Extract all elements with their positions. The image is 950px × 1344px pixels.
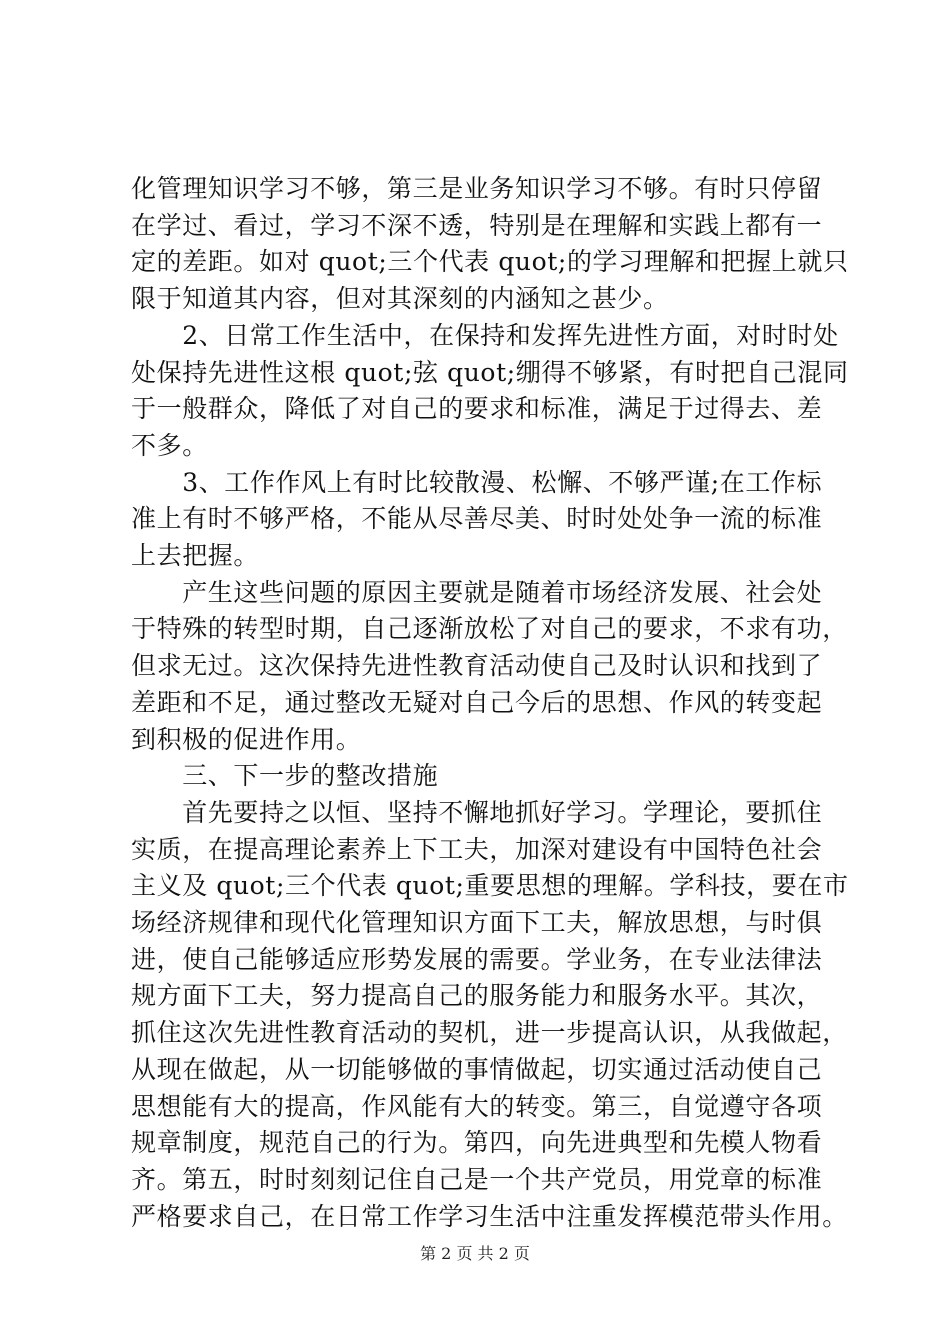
text-line: 化管理知识学习不够，第三是业务知识学习不够。有时只停留 bbox=[131, 174, 823, 203]
text-line: 定的差距。如对 quot;三个代表 quot;的学习理解和把握上就只 bbox=[131, 247, 849, 277]
text-line: 处保持先进性这根 quot;弦 quot;绷得不够紧，有时把自己混同 bbox=[131, 357, 849, 387]
text-line: 严格要求自己，在日常工作学习生活中注重发挥模范带头作用。 bbox=[131, 1201, 848, 1231]
text-line: 2、日常工作生活中，在保持和发挥先进性方面，对时时处 bbox=[131, 320, 839, 350]
text-line: 限于知道其内容，但对其深刻的内涵知之甚少。 bbox=[131, 284, 669, 314]
page-footer: 第 2 页 共 2 页 bbox=[420, 1244, 530, 1263]
text-line: 进，使自己能够适应形势发展的需要。学业务，在专业法律法 bbox=[131, 944, 823, 974]
text-line: 场经济规律和现代化管理知识方面下工夫，解放思想，与时俱 bbox=[131, 908, 823, 938]
text-line: 首先要持之以恒、坚持不懈地抓好学习。学理论，要抓住 bbox=[131, 797, 823, 827]
text-line: 抓住这次先进性教育活动的契机，进一步提高认识，从我做起， bbox=[131, 1018, 848, 1048]
text-line: 规章制度，规范自己的行为。第四，向先进典型和先模人物看 bbox=[131, 1128, 823, 1158]
text-line: 3、工作作风上有时比较散漫、松懈、不够严谨;在工作标 bbox=[131, 467, 823, 497]
text-line: 从现在做起，从一切能够做的事情做起，切实通过活动使自己 bbox=[131, 1054, 823, 1084]
text-line: 产生这些问题的原因主要就是随着市场经济发展、社会处 bbox=[131, 577, 823, 607]
text-line: 规方面下工夫，努力提高自己的服务能力和服务水平。其次， bbox=[131, 981, 823, 1011]
text-line: 上去把握。 bbox=[131, 541, 260, 571]
text-line: 于特殊的转型时期，自己逐渐放松了对自己的要求，不求有功， bbox=[131, 614, 848, 644]
text-line: 到积极的促进作用。 bbox=[131, 724, 362, 754]
text-line: 准上有时不够严格，不能从尽善尽美、时时处处争一流的标准 bbox=[131, 504, 823, 534]
text-line: 差距和不足，通过整改无疑对自己今后的思想、作风的转变起 bbox=[131, 687, 823, 717]
text-line: 齐。第五，时时刻刻记住自己是一个共产党员，用党章的标准 bbox=[131, 1164, 823, 1194]
text-line: 不多。 bbox=[131, 430, 208, 460]
text-line: 在学过、看过，学习不深不透，特别是在理解和实践上都有一 bbox=[131, 210, 823, 240]
text-line: 三、下一步的整改措施 bbox=[131, 761, 439, 791]
text-line: 但求无过。这次保持先进性教育活动使自己及时认识和找到了 bbox=[131, 651, 823, 681]
text-line: 思想能有大的提高，作风能有大的转变。第三，自觉遵守各项 bbox=[131, 1091, 823, 1121]
document-body bbox=[131, 171, 849, 1235]
text-line: 于一般群众，降低了对自己的要求和标准，满足于过得去、差 bbox=[131, 394, 823, 424]
text-line: 主义及 quot;三个代表 quot;重要思想的理解。学科技，要在市 bbox=[131, 871, 849, 901]
text-line: 实质，在提高理论素养上下工夫，加深对建设有中国特色社会 bbox=[131, 834, 823, 864]
